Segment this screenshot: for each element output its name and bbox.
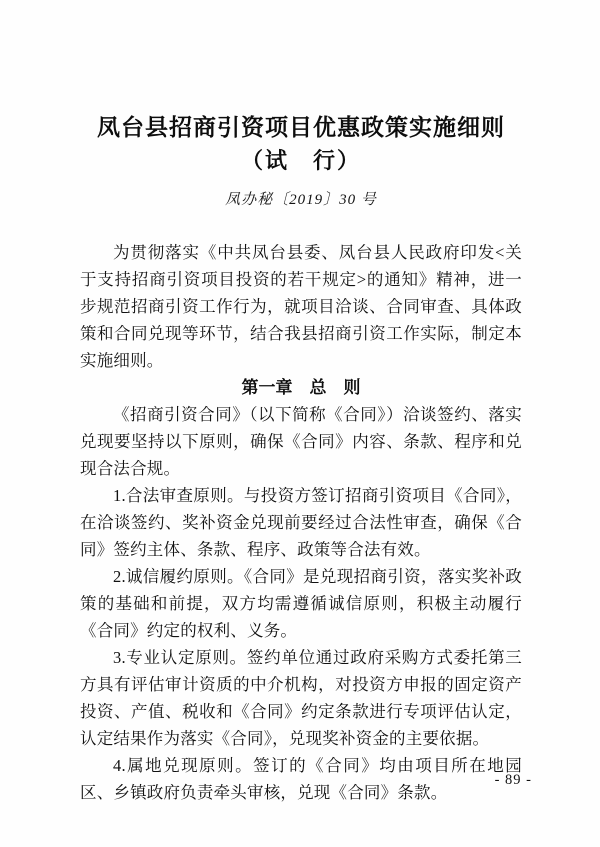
chapter-1-heading: 第一章 总 则: [241, 378, 361, 397]
principle-item-2: 2.诚信履约原则。《合同》是兑现招商引资，落实奖补政策的基础和前提，双方均需遵循诚信原则，积极主动履行《合同》约定的权利、义务。: [80, 567, 522, 640]
principle-item-4: 4.属地兑现原则。签订的《合同》均由项目所在地园区、乡镇政府负责牵头审核，兑现《合同》条款。: [80, 756, 522, 802]
intro-paragraph: 为贯彻落实《中共凤台县委、凤台县人民政府印发<关于支持招商引资项目投资的若干规定>的通知》精神，进一步规范招商引资工作行为，就项目洽谈、合同审查、具体政策和合同兑现等环节，结合我县招商引资工作实际，制定本实施细则。: [80, 243, 522, 370]
chapter-1-lead-paragraph: 《招商引资合同》（以下简称《合同》）洽谈签约、落实兑现要坚持以下原则，确保《合同》内容、条款、程序和兑现合法合规。: [80, 405, 522, 478]
document-title: 凤台县招商引资项目优惠政策实施细则: [97, 115, 505, 140]
page-number: - 89 -: [494, 772, 532, 788]
document-number: 凤办秘〔2019〕30 号: [225, 192, 377, 208]
principle-item-1: 1.合法审查原则。与投资方签订招商引资项目《合同》，在洽谈签约、奖补资金兑现前要经过合法性审查，确保《合同》签约主体、条款、程序、政策等合法有效。: [80, 486, 522, 559]
document-subtitle: （试 行）: [240, 148, 361, 173]
document-body: [80, 239, 522, 806]
principle-item-3: 3.专业认定原则。签约单位通过政府采购方式委托第三方具有评估审计资质的中介机构，对投资方申报的固定资产投资、产值、税收和《合同》约定条款进行专项评估认定，认定结果作为落实《合同》，兑现奖补资金的主要依据。: [80, 648, 522, 748]
